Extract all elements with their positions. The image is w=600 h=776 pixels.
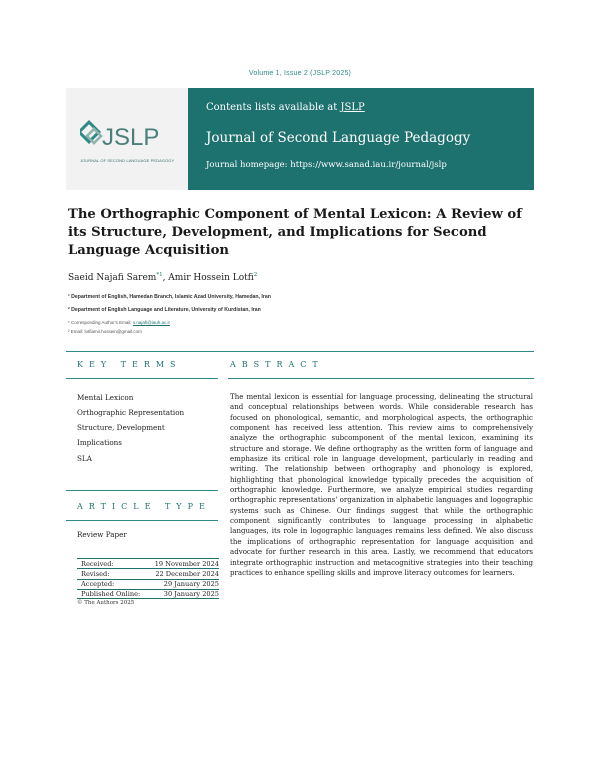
affiliation-2: ² Department of English Language and Literature, University of Kurdistan, Iran <box>68 307 261 313</box>
logo-subtitle: JOURNAL OF SECOND LANGUAGE PEDAGOGY <box>80 158 175 163</box>
article-title: The Orthographic Component of Mental Lexicon: A Review of its Structure, Development, and Implications for Second Language Acquisition <box>68 207 522 258</box>
journal-homepage[interactable]: Journal homepage: https://www.sanad.iau.ir/journal/jslp <box>206 160 447 170</box>
key-term: Implications <box>77 438 122 447</box>
abstract-heading: ABSTRACT <box>230 360 324 369</box>
date-label: Revised: <box>81 569 110 578</box>
copyright: © The Authors 2025 <box>77 600 135 606</box>
affiliation-1: ¹ Department of English, Hamedan Branch, Islamic Azad University, Hamedan, Iran <box>68 294 271 300</box>
date-row <box>77 589 219 599</box>
journal-title: Journal of Second Language Pedagogy <box>206 130 471 146</box>
date-label: Published Online: <box>81 590 141 599</box>
date-row <box>77 579 219 589</box>
key-term: Orthographic Representation <box>77 408 185 417</box>
key-term: SLA <box>77 454 92 463</box>
jslp-link[interactable]: JSLP <box>340 102 365 113</box>
date-label: Received: <box>81 559 114 568</box>
author-2-marker: 2 <box>253 272 258 278</box>
logo-text: JSLP <box>102 124 160 151</box>
author2-email: ² Email: lotfiamir.hossein@gmail.com <box>68 329 142 334</box>
journal-info <box>188 88 534 190</box>
date-row <box>77 558 219 568</box>
corresponding-email <box>68 320 170 325</box>
date-value: 29 January 2025 <box>163 580 219 589</box>
date-row <box>77 568 219 578</box>
author-2: Amir Hossein Lotfi <box>168 273 254 283</box>
dates-table <box>77 558 219 599</box>
key-term: Structure, Development <box>77 423 165 432</box>
article-type-heading: ARTICLE TYPE <box>77 502 211 511</box>
author-1: Saeid Najafi Sarem <box>68 273 157 283</box>
contents-line <box>206 102 365 113</box>
abstract-rule <box>228 378 534 379</box>
journal-logo <box>66 88 188 190</box>
date-value: 19 November 2024 <box>154 559 219 568</box>
authors-line <box>68 272 257 283</box>
date-label: Accepted: <box>81 580 115 589</box>
journal-banner <box>66 88 534 190</box>
email-prefix: * Corresponding Author's Email: <box>68 320 133 325</box>
key-term: Mental Lexicon <box>77 393 134 402</box>
abstract-body: The mental lexicon is essential for language processing, delineating the structural and conceptual relationships between words. While considerable research has focused on phonological, semantic, and morphological aspects, the orthographic component has received less attention. This review aims to comprehensively analyze the orthographic subcomponent of the mental lexicon, examining its structure and storage. We define orthography as the written form of language and emphasize its critical role in language development, particularly in reading and writing. The relationship between orthography and phonology is explored, highlighting that phonological knowledge typically precedes the acquisition of orthographic knowledge. Furthermore, we analyze empirical studies regarding orthographic representations' organization in alphabetic languages and logographic systems such as Chinese. Our findings suggest that while the orthographic component significantly contributes to language processing in alphabetic languages, its role in logographic languages remains less defined. We also discuss the implications of orthographic representation for language acquisition and advocate for further research in this area. Lastly, we recommend that educators integrate orthographic instruction and metacognitive strategies into their teaching practices to enhance spelling skills and improve literacy outcomes for learners. <box>230 392 533 577</box>
key-terms-rule <box>66 378 218 379</box>
article-type: Review Paper <box>77 530 127 539</box>
contents-prefix: Contents lists available at <box>206 102 341 113</box>
date-value: 22 December 2024 <box>155 569 219 578</box>
author-1-marker: *1 <box>156 272 163 278</box>
article-type-top-rule <box>66 490 218 491</box>
top-divider <box>66 351 534 352</box>
key-terms-heading: KEY TERMS <box>77 360 182 369</box>
email-link[interactable]: s.najafi@iauh.ac.ir <box>132 320 170 325</box>
article-type-rule <box>66 520 218 521</box>
jslp-logo-icon <box>80 115 170 155</box>
date-value: 30 January 2025 <box>163 590 219 599</box>
author-separator: , <box>162 273 169 283</box>
volume-line: Volume 1, Issue 2 (JSLP 2025) <box>248 70 352 77</box>
